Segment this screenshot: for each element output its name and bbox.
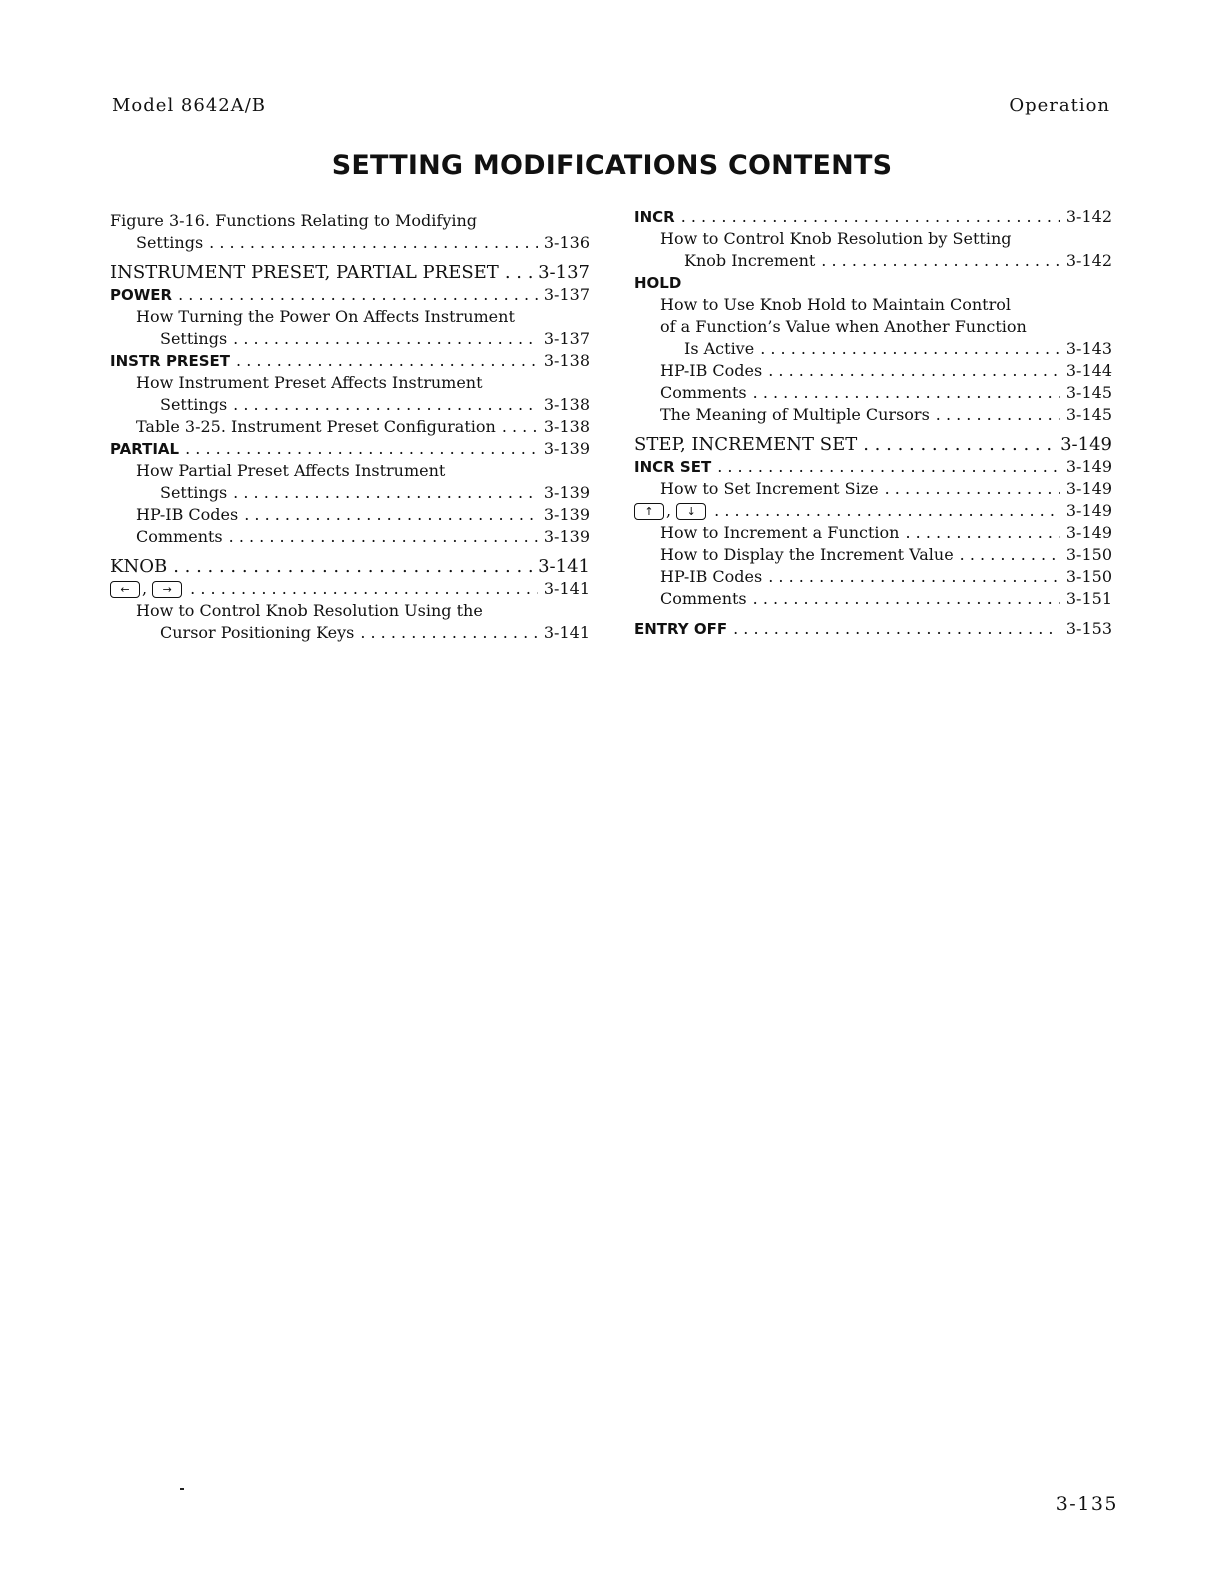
toc-right-column (634, 206, 1112, 640)
toc-entry-key: INCR SET (634, 458, 712, 476)
leader-dots (229, 526, 538, 548)
toc-entry (634, 566, 1112, 588)
toc-entry (634, 272, 1112, 294)
toc-entry-key: INSTR PRESET (110, 352, 231, 370)
toc-entry-text: How to Control Knob Resolution Using the (136, 601, 483, 620)
page-number: 3-149 (1060, 434, 1112, 455)
toc-entry (110, 306, 590, 328)
page-number: 3-142 (1065, 207, 1112, 226)
leader-dots (733, 618, 1060, 640)
page-number: 3-144 (1065, 361, 1112, 380)
toc-entry (110, 394, 590, 416)
page-number: 3-143 (1065, 339, 1112, 358)
toc-entry-text: Figure 3-16. Functions Relating to Modifying (110, 211, 478, 230)
toc-entry-text: How to Control Knob Resolution by Setting (660, 229, 1012, 248)
leader-dots (760, 338, 1060, 360)
leader-dots (178, 284, 538, 306)
toc-entry-text: Settings (160, 329, 228, 348)
toc-entry-text: Settings (160, 483, 228, 502)
toc-entry-text: KNOB (110, 556, 168, 577)
toc-entry (634, 338, 1112, 360)
toc-entry (110, 460, 590, 482)
toc-entry (634, 478, 1112, 500)
page-title: SETTING MODIFICATIONS CONTENTS (331, 150, 893, 181)
leader-dots (905, 522, 1059, 544)
toc-entry (634, 250, 1112, 272)
toc-entry (634, 500, 1112, 522)
toc-entry-key: POWER (110, 286, 173, 304)
page-number: 3-138 (543, 395, 590, 414)
page-footer-number: 3-135 (1055, 1493, 1118, 1515)
toc-entry-text: HP-IB Codes (136, 505, 239, 524)
toc-entry (110, 372, 590, 394)
toc-entry (110, 210, 590, 232)
toc-entry-text: HP-IB Codes (660, 361, 763, 380)
page-number: 3-149 (1065, 479, 1112, 498)
leader-dots (821, 250, 1060, 272)
toc-entry-text: Is Active (684, 339, 755, 358)
leader-dots (233, 328, 538, 350)
page-number: 3-136 (543, 233, 590, 252)
leader-dots (768, 566, 1060, 588)
leader-dots (768, 360, 1060, 382)
toc-entry (110, 504, 590, 526)
toc-entry-text: Comments (660, 589, 747, 608)
toc-entry-key: INCR (634, 208, 675, 226)
toc-entry (110, 328, 590, 350)
toc-entry (110, 262, 590, 284)
toc-entry (634, 434, 1112, 456)
right-arrow-key-icon: → (152, 581, 182, 598)
leader-dots (236, 350, 538, 372)
toc-entry-text: How to Set Increment Size (660, 479, 879, 498)
left-arrow-key-icon: ← (110, 581, 140, 598)
page-number: 3-151 (1065, 589, 1112, 608)
toc-entry-text: Settings (136, 233, 204, 252)
page-number: 3-142 (1065, 251, 1112, 270)
leader-dots (173, 556, 532, 578)
leader-dots (505, 262, 532, 284)
toc-entry (110, 526, 590, 548)
toc-entry (634, 228, 1112, 250)
cursor-keys: ← , → (110, 578, 184, 600)
page-number: 3-150 (1065, 545, 1112, 564)
toc-entry (634, 382, 1112, 404)
leader-dots (714, 500, 1060, 522)
toc-entry (110, 438, 590, 460)
toc-entry-key: HOLD (634, 274, 682, 292)
toc-entry (634, 588, 1112, 610)
toc-entry-key: PARTIAL (110, 440, 180, 458)
toc-entry (634, 316, 1112, 338)
toc-entry-text: Settings (160, 395, 228, 414)
toc-entry-text: How to Display the Increment Value (660, 545, 954, 564)
page-number: 3-139 (543, 483, 590, 502)
toc-entry (110, 482, 590, 504)
page-number: 3-149 (1065, 523, 1112, 542)
leader-dots (717, 456, 1060, 478)
toc-entry-text: STEP, INCREMENT SET (634, 434, 858, 455)
toc-entry-text: Knob Increment (684, 251, 816, 270)
leader-dots (502, 416, 538, 438)
toc-entry-text: of a Function’s Value when Another Function (660, 317, 1027, 336)
toc-entry-key: ENTRY OFF (634, 620, 728, 638)
toc-entry (110, 284, 590, 306)
toc-entry-text: Comments (660, 383, 747, 402)
toc-entry-text: How Turning the Power On Affects Instrument (136, 307, 515, 326)
toc-entry (634, 294, 1112, 316)
toc-entry-text: HP-IB Codes (660, 567, 763, 586)
leader-dots (244, 504, 538, 526)
page-number: 3-138 (543, 351, 590, 370)
header-section: Operation (1009, 95, 1110, 116)
toc-entry (634, 456, 1112, 478)
leader-dots (360, 622, 538, 644)
toc-entry-text: How to Increment a Function (660, 523, 900, 542)
toc-entry-text: The Meaning of Multiple Cursors (660, 405, 930, 424)
toc-entry (634, 404, 1112, 426)
toc-entry-text: Table 3-25. Instrument Preset Configuration (136, 417, 496, 436)
leader-dots (681, 206, 1060, 228)
leader-dots (209, 232, 538, 254)
page-number: 3-141 (543, 579, 590, 598)
toc-entry-text: How Partial Preset Affects Instrument (136, 461, 446, 480)
toc-entry-text: Comments (136, 527, 223, 546)
leader-dots (960, 544, 1060, 566)
page-number: 3-145 (1065, 405, 1112, 424)
page-number: 3-153 (1065, 619, 1112, 638)
toc-entry (634, 544, 1112, 566)
page-number: 3-150 (1065, 567, 1112, 586)
toc-entry (634, 618, 1112, 640)
toc-entry (110, 416, 590, 438)
toc-entry (110, 622, 590, 644)
page-number: 3-149 (1065, 457, 1112, 476)
toc-entry-text: How Instrument Preset Affects Instrument (136, 373, 483, 392)
toc-entry-text: Cursor Positioning Keys (160, 623, 355, 642)
toc-entry (110, 556, 590, 578)
up-arrow-key-icon: ↑ (634, 503, 664, 520)
toc-entry-text: How to Use Knob Hold to Maintain Control (660, 295, 1011, 314)
toc-entry (110, 350, 590, 372)
toc-entry (634, 360, 1112, 382)
toc-entry (110, 600, 590, 622)
toc-left-column (110, 210, 590, 644)
leader-dots (885, 478, 1060, 500)
leader-dots (753, 382, 1060, 404)
page-number: 3-141 (543, 623, 590, 642)
page-number: 3-137 (543, 329, 590, 348)
header-model: Model 8642A/B (112, 95, 267, 116)
page-number: 3-139 (543, 505, 590, 524)
leader-dots (233, 394, 538, 416)
arrow-keys: ↑ , ↓ (634, 500, 708, 522)
leader-dots (753, 588, 1060, 610)
stray-mark (180, 1488, 184, 1490)
down-arrow-key-icon: ↓ (676, 503, 706, 520)
leader-dots (185, 438, 538, 460)
toc-entry-text: INSTRUMENT PRESET, PARTIAL PRESET (110, 262, 499, 283)
page-number: 3-149 (1065, 501, 1112, 520)
toc-entry (634, 522, 1112, 544)
page-number: 3-139 (543, 439, 590, 458)
page-number: 3-145 (1065, 383, 1112, 402)
leader-dots (863, 434, 1054, 456)
page-number: 3-137 (538, 262, 590, 283)
page-number: 3-138 (543, 417, 590, 436)
leader-dots (190, 578, 538, 600)
toc-entry (110, 232, 590, 254)
leader-dots (233, 482, 538, 504)
page-number: 3-139 (543, 527, 590, 546)
toc-entry (634, 206, 1112, 228)
leader-dots (936, 404, 1060, 426)
toc-entry (110, 578, 590, 600)
page-number: 3-141 (538, 556, 590, 577)
page-number: 3-137 (543, 285, 590, 304)
